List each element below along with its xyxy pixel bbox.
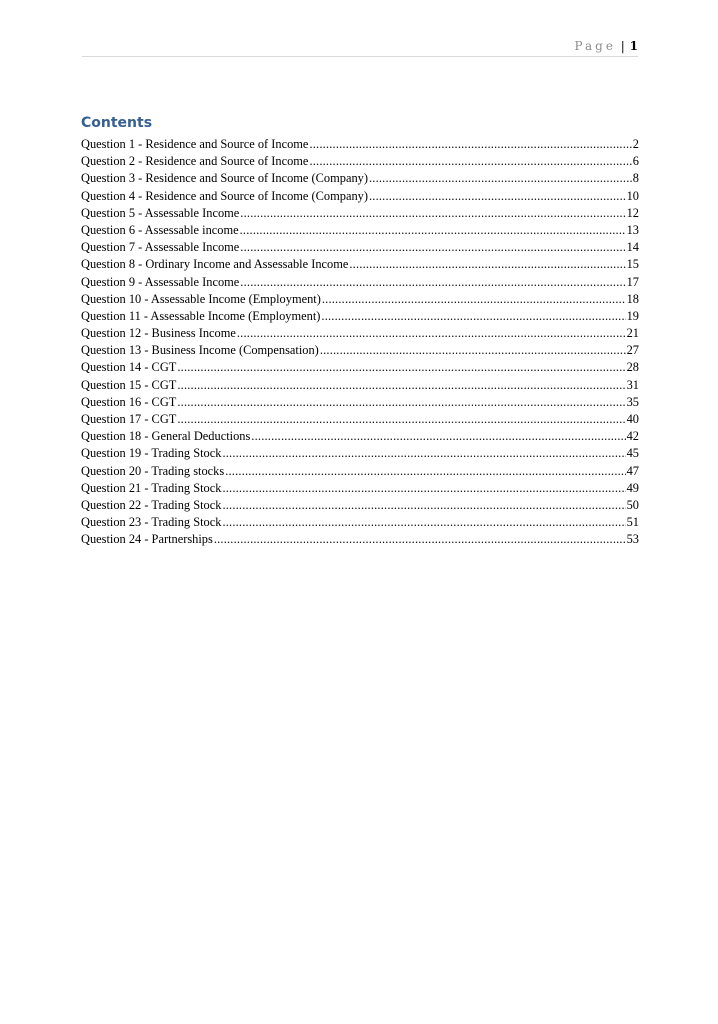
toc-entry-page-number[interactable]: 6 bbox=[632, 154, 639, 169]
toc-dot-leader bbox=[222, 480, 625, 497]
toc-dot-leader bbox=[240, 205, 625, 222]
toc-entry-title[interactable]: Question 17 - CGT bbox=[81, 412, 177, 426]
toc-dot-leader bbox=[309, 136, 631, 153]
toc-entry[interactable] bbox=[81, 411, 639, 428]
toc-entry-title[interactable]: Question 7 - Assessable Income bbox=[81, 240, 240, 255]
toc-entry[interactable] bbox=[81, 256, 639, 273]
toc-entry-page-number[interactable]: 21 bbox=[626, 326, 639, 341]
toc-entry[interactable] bbox=[81, 205, 639, 222]
toc-entry[interactable] bbox=[81, 377, 639, 394]
toc-entry-page-number[interactable]: 15 bbox=[626, 257, 639, 272]
toc-entry-title[interactable]: Question 6 - Assessable income bbox=[81, 222, 239, 237]
page-word: Page bbox=[574, 39, 616, 53]
toc-entry-page-number[interactable]: 19 bbox=[626, 308, 639, 323]
toc-entry[interactable] bbox=[81, 188, 639, 205]
toc-dot-leader bbox=[177, 394, 625, 411]
toc-dot-leader bbox=[240, 222, 626, 239]
toc-entry-title[interactable]: Question 22 - Trading Stock bbox=[81, 497, 222, 512]
toc-entry[interactable] bbox=[81, 291, 639, 308]
toc-entry[interactable] bbox=[81, 136, 639, 153]
toc-entry-title[interactable]: Question 4 - Residence and Source of Income (Company) bbox=[81, 188, 368, 203]
toc-entry-page-number[interactable]: 17 bbox=[626, 274, 639, 289]
toc-entry-title[interactable]: Question 10 - Assessable Income (Employment) bbox=[81, 291, 321, 306]
toc-entry-page-number[interactable]: 42 bbox=[626, 429, 639, 444]
toc-entry[interactable] bbox=[81, 531, 639, 548]
toc-entry-page-number[interactable]: 2 bbox=[632, 137, 639, 151]
toc-entry[interactable] bbox=[81, 394, 639, 411]
toc-dot-leader bbox=[349, 256, 625, 273]
toc-entry-page-number[interactable]: 50 bbox=[626, 497, 639, 512]
toc-entry[interactable] bbox=[81, 428, 639, 445]
toc-entry-title[interactable]: Question 20 - Trading stocks bbox=[81, 463, 225, 478]
toc-dot-leader bbox=[240, 274, 625, 291]
toc-dot-leader bbox=[214, 531, 626, 548]
toc-dot-leader bbox=[321, 308, 625, 325]
page-number: 1 bbox=[629, 39, 638, 53]
toc-entry-page-number[interactable]: 51 bbox=[626, 515, 639, 530]
toc-dot-leader bbox=[177, 411, 625, 428]
toc-dot-leader bbox=[177, 359, 625, 376]
toc-entry-title[interactable]: Question 3 - Residence and Source of Income (Company) bbox=[81, 171, 368, 186]
toc-dot-leader bbox=[251, 428, 625, 445]
toc-entry-title[interactable]: Question 13 - Business Income (Compensation) bbox=[81, 343, 319, 358]
toc-entry[interactable] bbox=[81, 497, 639, 514]
toc-entry-page-number[interactable]: 12 bbox=[626, 205, 639, 220]
page-number-label bbox=[574, 38, 638, 54]
toc-entry-page-number[interactable]: 45 bbox=[626, 446, 639, 461]
toc-entry-title[interactable]: Question 5 - Assessable Income bbox=[81, 205, 240, 220]
toc-entry[interactable] bbox=[81, 325, 639, 342]
toc-entry[interactable] bbox=[81, 359, 639, 376]
toc-entry-page-number[interactable]: 8 bbox=[632, 171, 639, 186]
page-header bbox=[82, 38, 638, 57]
toc-entry[interactable] bbox=[81, 463, 639, 480]
toc-entry-title[interactable]: Question 15 - CGT bbox=[81, 377, 177, 392]
toc-dot-leader bbox=[240, 239, 625, 256]
toc-entry-page-number[interactable]: 31 bbox=[626, 377, 639, 392]
toc-dot-leader bbox=[309, 153, 631, 170]
toc-dot-leader bbox=[225, 463, 625, 480]
toc-entry-title[interactable]: Question 14 - CGT bbox=[81, 360, 177, 375]
toc-entry-page-number[interactable]: 28 bbox=[626, 360, 639, 375]
toc-entry-page-number[interactable]: 10 bbox=[626, 188, 639, 203]
toc-entry-page-number[interactable]: 27 bbox=[626, 343, 639, 358]
toc-entry-title[interactable]: Question 24 - Partnerships bbox=[81, 532, 213, 547]
toc-entry-title[interactable]: Question 19 - Trading Stock bbox=[81, 446, 222, 461]
toc-entry-title[interactable]: Question 18 - General Deductions bbox=[81, 429, 251, 444]
toc-entry[interactable] bbox=[81, 480, 639, 497]
toc-dot-leader bbox=[369, 188, 626, 205]
toc-entry-page-number[interactable]: 47 bbox=[626, 463, 639, 478]
toc-entry-page-number[interactable]: 18 bbox=[626, 291, 639, 306]
toc-entry[interactable] bbox=[81, 445, 639, 462]
toc-dot-leader bbox=[222, 445, 625, 462]
toc-dot-leader bbox=[237, 325, 626, 342]
toc-dot-leader bbox=[222, 514, 625, 531]
toc-entry-title[interactable]: Question 11 - Assessable Income (Employment) bbox=[81, 308, 321, 323]
toc-entry[interactable] bbox=[81, 153, 639, 170]
toc-entry-title[interactable]: Question 1 - Residence and Source of Income bbox=[81, 137, 309, 151]
toc-dot-leader bbox=[322, 291, 626, 308]
table-of-contents bbox=[81, 136, 639, 549]
toc-entry-page-number[interactable]: 53 bbox=[626, 532, 639, 547]
toc-entry-page-number[interactable]: 14 bbox=[626, 240, 639, 255]
toc-entry-page-number[interactable]: 40 bbox=[626, 412, 639, 426]
toc-entry[interactable] bbox=[81, 342, 639, 359]
toc-dot-leader bbox=[222, 497, 625, 514]
toc-entry-page-number[interactable]: 13 bbox=[626, 222, 639, 237]
toc-entry-page-number[interactable]: 35 bbox=[626, 394, 639, 409]
toc-entry[interactable] bbox=[81, 274, 639, 291]
toc-entry-title[interactable]: Question 8 - Ordinary Income and Assessable Income bbox=[81, 257, 349, 272]
toc-entry[interactable] bbox=[81, 514, 639, 531]
toc-dot-leader bbox=[320, 342, 626, 359]
toc-entry-title[interactable]: Question 2 - Residence and Source of Income bbox=[81, 154, 309, 169]
toc-entry-title[interactable]: Question 9 - Assessable Income bbox=[81, 274, 240, 289]
page-separator: | bbox=[620, 39, 625, 53]
toc-dot-leader bbox=[177, 377, 625, 394]
toc-entry-title[interactable]: Question 12 - Business Income bbox=[81, 326, 236, 341]
toc-dot-leader bbox=[369, 170, 632, 187]
toc-entry-title[interactable]: Question 21 - Trading Stock bbox=[81, 480, 222, 495]
toc-entry-page-number[interactable]: 49 bbox=[626, 480, 639, 495]
contents-heading: Contents bbox=[81, 115, 153, 131]
toc-entry[interactable] bbox=[81, 170, 639, 187]
toc-entry[interactable] bbox=[81, 222, 639, 239]
toc-entry[interactable] bbox=[81, 308, 639, 325]
toc-entry-title[interactable]: Question 23 - Trading Stock bbox=[81, 515, 222, 530]
toc-entry[interactable] bbox=[81, 239, 639, 256]
toc-entry-title[interactable]: Question 16 - CGT bbox=[81, 394, 177, 409]
